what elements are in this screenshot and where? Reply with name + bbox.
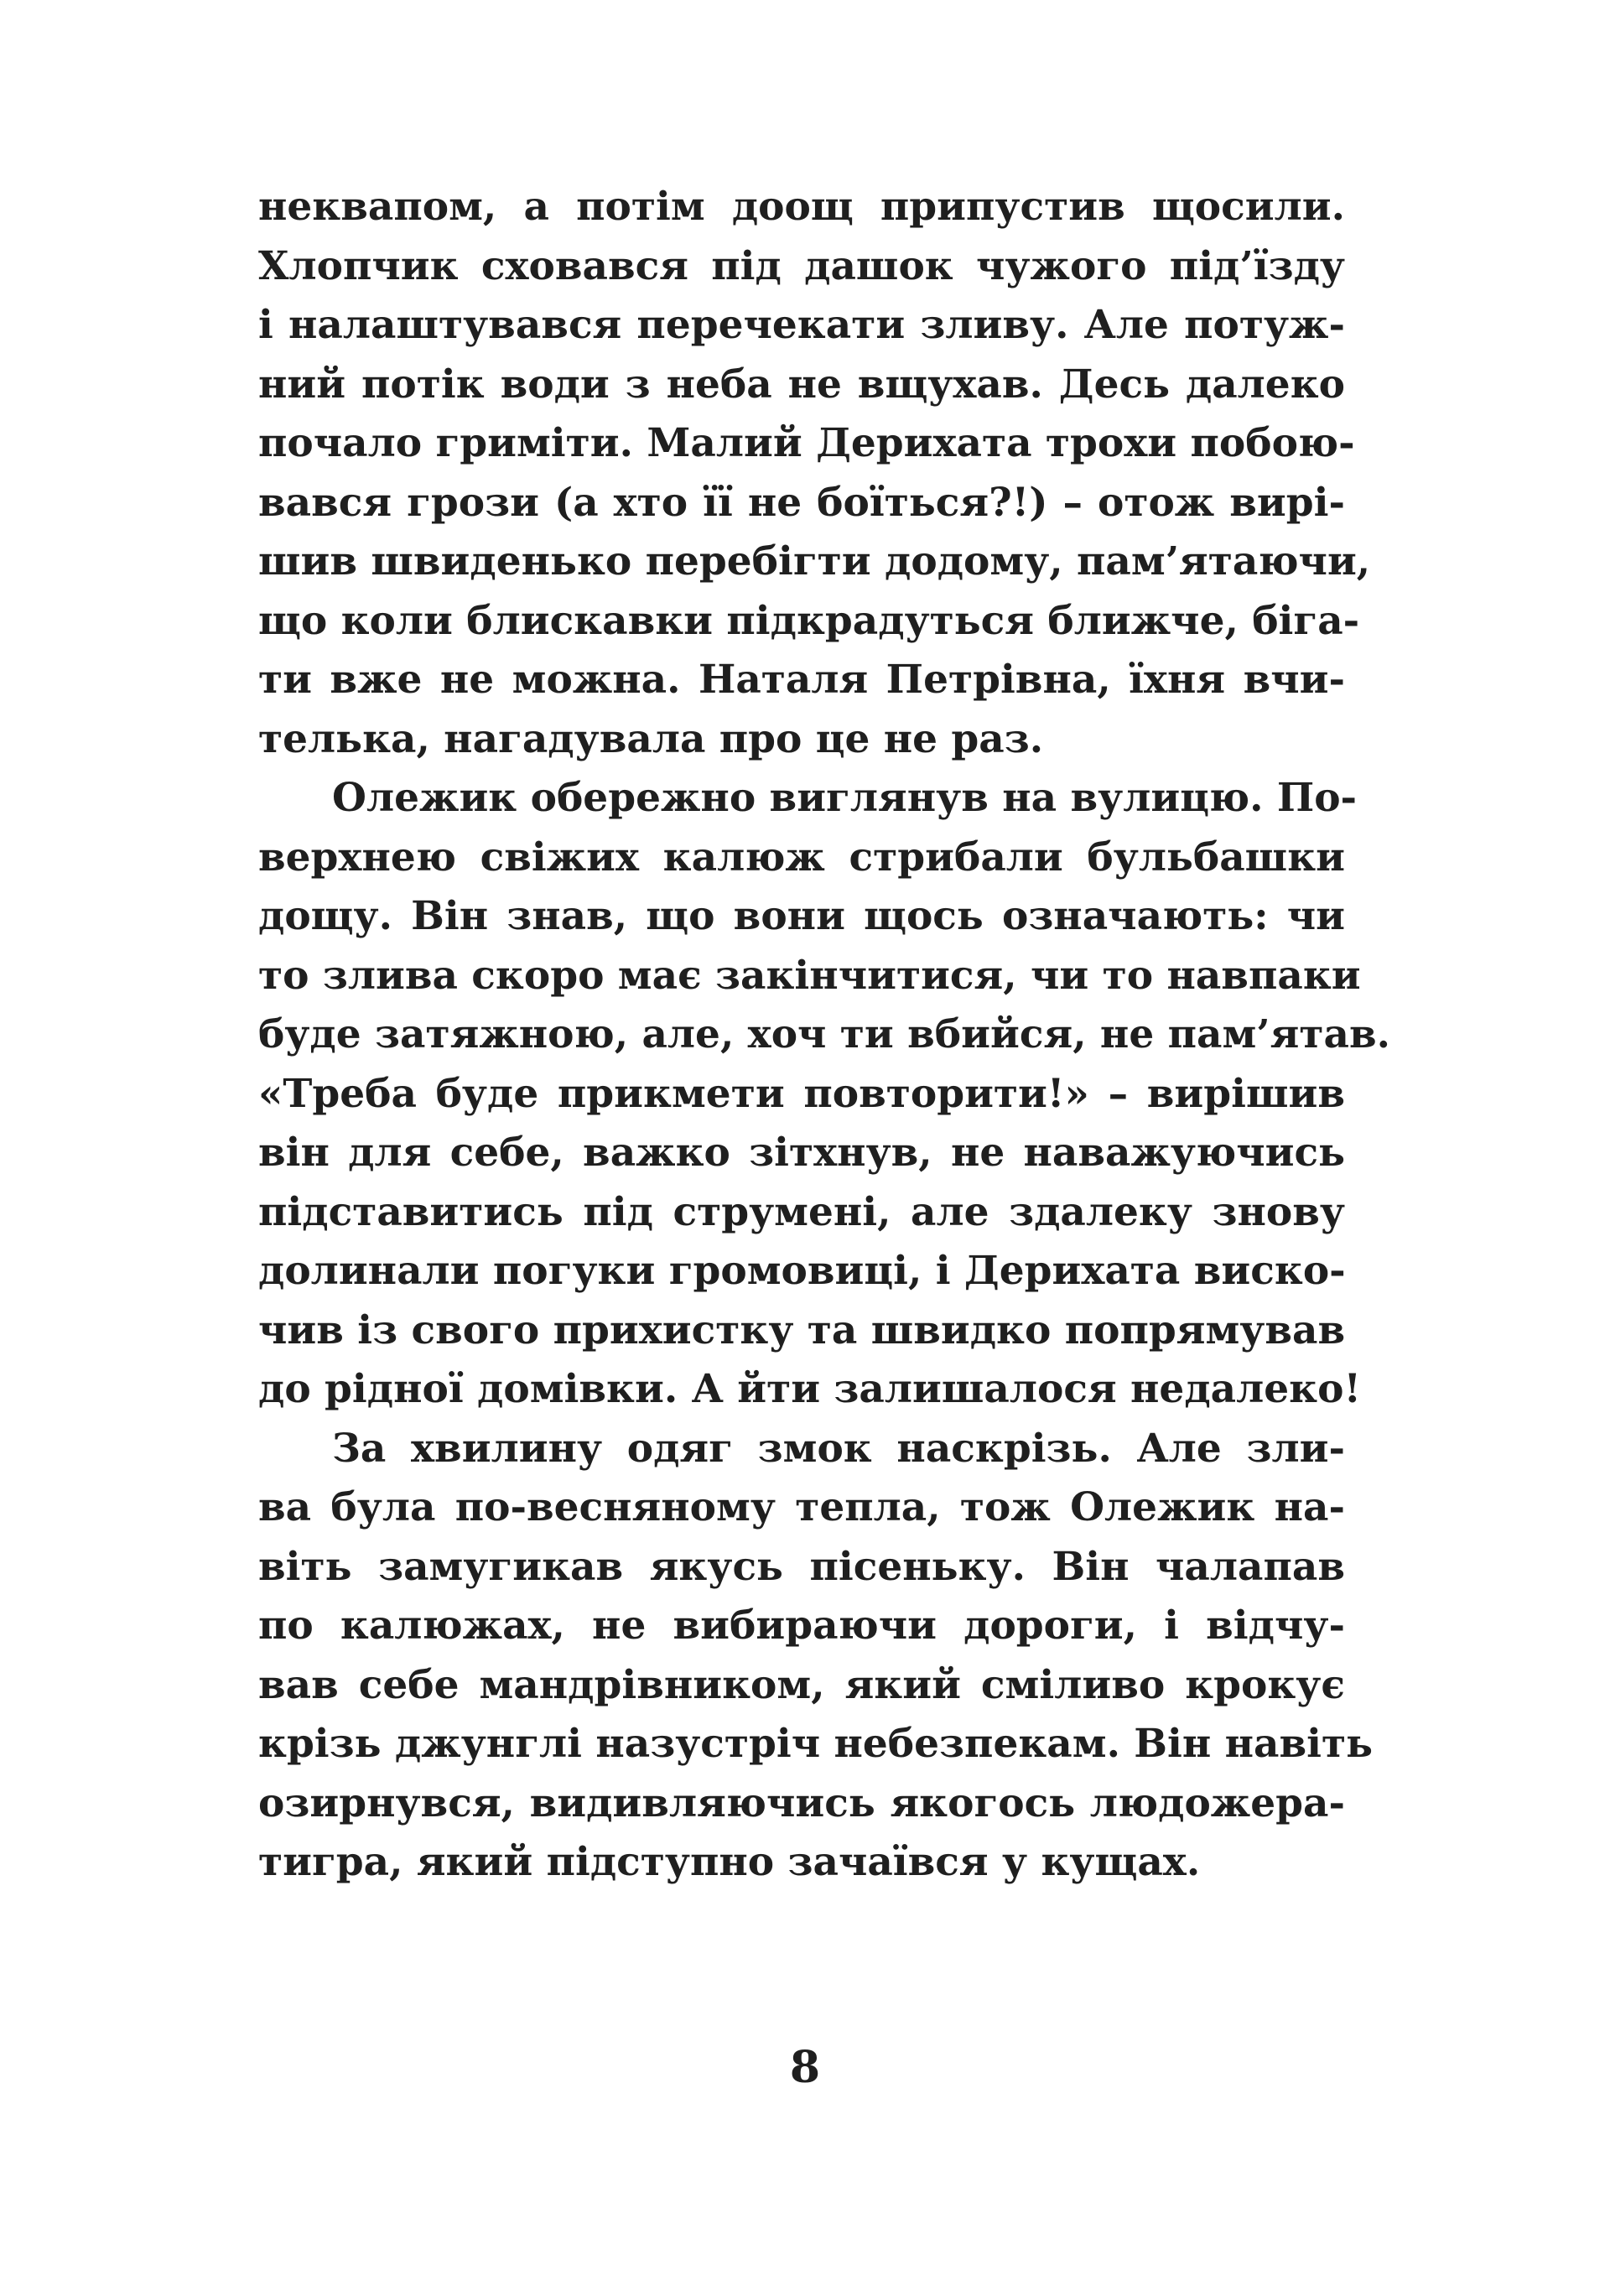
text-line: вався грози (а хто її не боїться?!) – отож вирі- (258, 479, 1345, 526)
text-line: верхнею свіжих калюж стрибали бульбашки (258, 834, 1345, 880)
text-line: по калюжах, не вибираючи дороги, і відчу- (258, 1603, 1345, 1649)
text-line: почало гриміти. Малий Дерихата трохи побою- (258, 420, 1355, 466)
paragraph-1 (258, 178, 1371, 769)
text-line: підставитись під струмені, але здалеку знову (258, 1188, 1345, 1235)
text-line: він для себе, важко зітхнув, не наважуючись (258, 1130, 1345, 1176)
text-line: віть замугикав якусь пісеньку. Він чалапав (258, 1543, 1345, 1590)
text-line: дощу. Він знав, що вони щось означають: чи (258, 893, 1345, 939)
text-line: Хлопчик сховався під дашок чужого під’їзду (258, 242, 1345, 289)
text-line: долинали погуки громовиці, і Дерихата виско- (258, 1248, 1346, 1294)
text-line: що коли блискавки підкрадуться ближче, біга- (258, 597, 1360, 644)
text-line: ва була по-весняному тепла, тож Олежик на- (258, 1484, 1345, 1530)
text-line: неквапом, а потім доощ припустив щосили. (258, 184, 1345, 230)
text-line: крізь джунглі назустріч небезпекам. Він навіть (258, 1721, 1374, 1767)
body-text (258, 178, 1390, 1893)
text-line: озирнувся, видивляючись якогось людожера- (258, 1779, 1345, 1826)
paragraph-3 (258, 1420, 1374, 1893)
text-line: «Треба буде прикмети повторити!» – вирішив (258, 1070, 1345, 1117)
text-line: Олежик обережно виглянув на вулицю. По- (332, 775, 1358, 821)
text-line: чив із свого прихистку та швидко попрямував (258, 1306, 1346, 1353)
text-line: буде затяжною, але, хоч ти вбийся, не пам’ятав. (258, 1011, 1390, 1057)
text-line: ти вже не можна. Наталя Петрівна, їхня вчи- (258, 657, 1345, 703)
text-line: тигра, який підступно зачаївся у кущах. (258, 1839, 1201, 1885)
page-number: 8 (789, 2042, 821, 2093)
text-line: ний потік води з неба не вщухав. Десь далеко (258, 361, 1345, 408)
text-line: вав себе мандрівником, який сміливо крокує (258, 1661, 1345, 1708)
paragraph-2 (258, 769, 1390, 1420)
text-line: і налаштувався перечекати зливу. Але потуж- (258, 302, 1345, 348)
text-line: шив швиденько перебігти додому, пам’ятаючи, (258, 538, 1371, 584)
text-line: телька, нагадувала про це не раз. (258, 715, 1044, 762)
text-line: За хвилину одяг змок наскрізь. Але зли- (332, 1425, 1345, 1472)
text-line: до рідної домівки. А йти залишалося недалеко! (258, 1366, 1362, 1412)
text-line: то злива скоро має закінчитися, чи то навпаки (258, 952, 1361, 999)
